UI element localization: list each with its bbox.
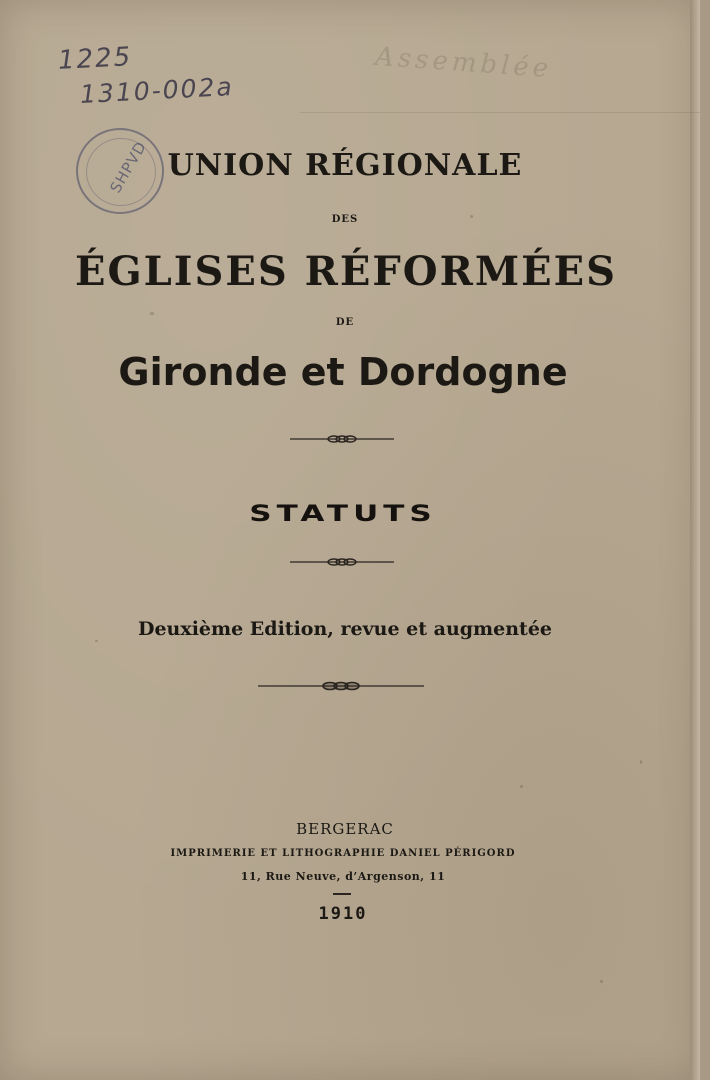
imprint-dash bbox=[333, 893, 351, 895]
paper-speck bbox=[520, 785, 523, 788]
paper-speck bbox=[600, 980, 603, 983]
paper-speck bbox=[95, 640, 98, 642]
library-stamp bbox=[76, 128, 164, 214]
imprint-city: BERGERAC bbox=[296, 820, 394, 838]
edition-statement: Deuxième Edition, revue et augmentée bbox=[137, 618, 553, 640]
faint-handwritten-annotation: Assemblée bbox=[374, 41, 554, 85]
title-union-regionale: UNION RÉGIONALE bbox=[167, 148, 523, 183]
paper-speck bbox=[150, 312, 154, 315]
handwritten-catalog-number: 1225 bbox=[57, 42, 133, 76]
title-eglises-reformees: ÉGLISES RÉFORMÉES bbox=[74, 248, 618, 295]
library-stamp-text: SHPVD bbox=[106, 137, 151, 197]
imprint-year: 1910 bbox=[318, 904, 368, 924]
ornament-divider-1 bbox=[290, 432, 394, 446]
connector-de: DE bbox=[335, 317, 355, 328]
paper-speck bbox=[640, 760, 642, 764]
ornament-divider-2 bbox=[290, 555, 394, 569]
document-type-statuts: STATUTS bbox=[249, 501, 437, 527]
title-gironde-et-dordogne: Gironde et Dordogne bbox=[118, 350, 568, 394]
ornament-divider-3 bbox=[258, 679, 424, 693]
faint-pencil-line bbox=[300, 112, 700, 113]
imprint-address: 11, Rue Neuve, d’Argenson, 11 bbox=[240, 870, 446, 883]
connector-des: DES bbox=[331, 214, 359, 225]
paper-speck bbox=[470, 215, 473, 218]
handwritten-shelfmark: 1310-002a bbox=[79, 71, 235, 110]
page-edge bbox=[690, 0, 700, 1080]
imprint-printer: IMPRIMERIE ET LITHOGRAPHIE DANIEL PÉRIGORD bbox=[170, 848, 516, 859]
